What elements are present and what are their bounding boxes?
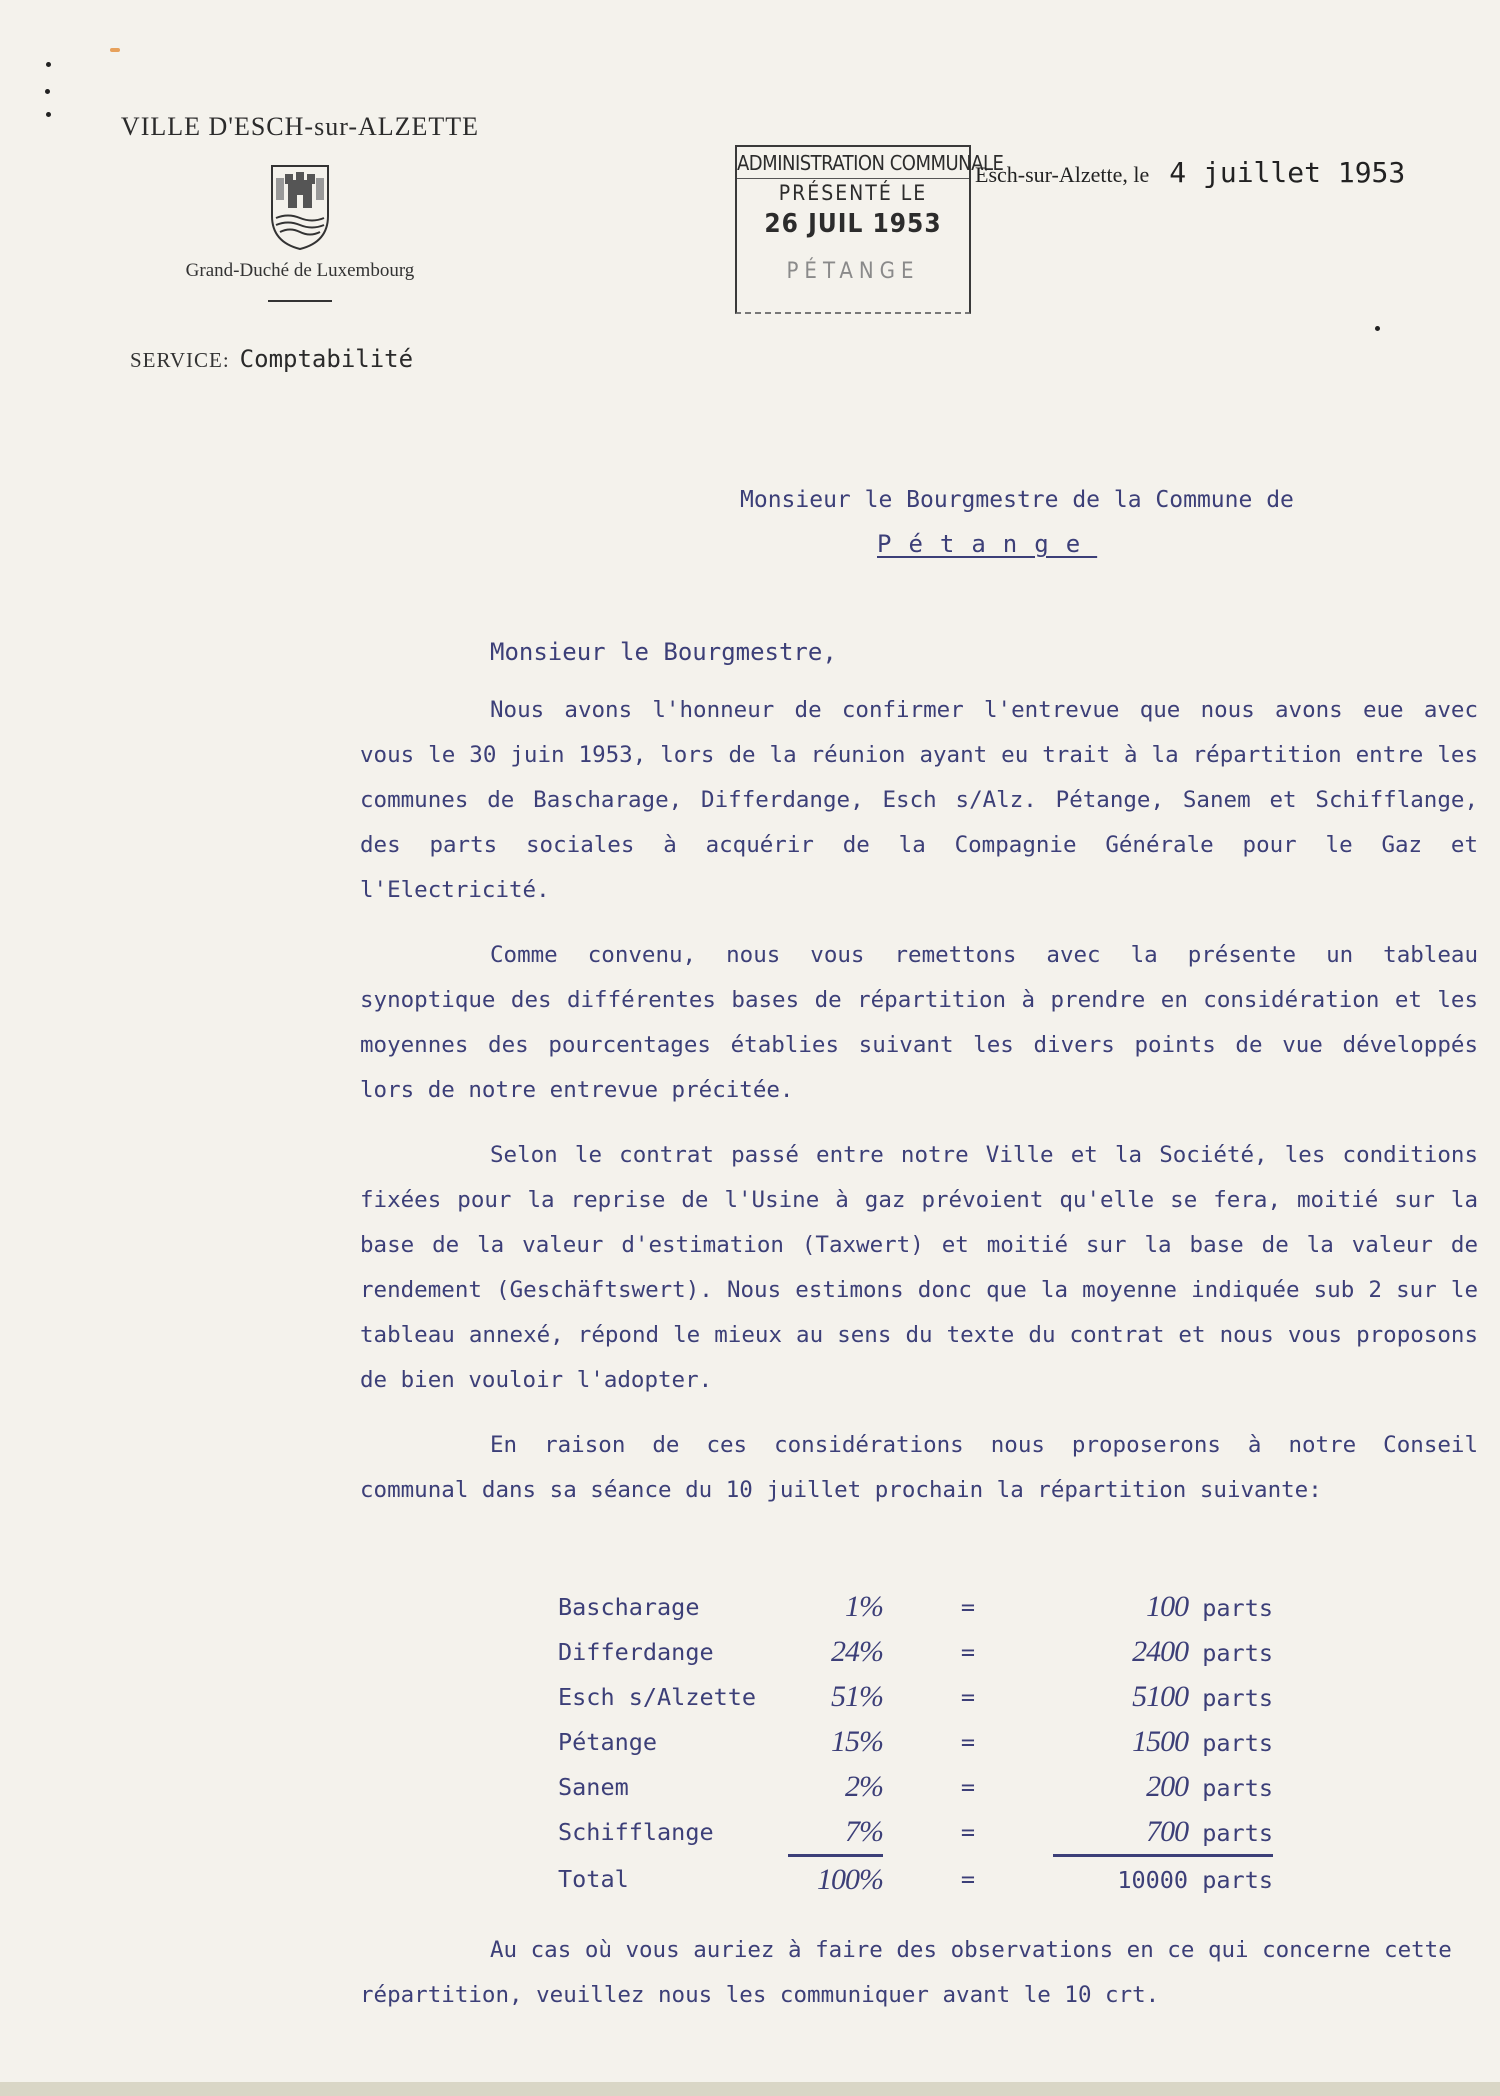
commune-name: Differdange — [558, 1637, 714, 1666]
commune-percent: 1% — [845, 1589, 883, 1623]
commune-name: Esch s/Alzette — [558, 1682, 757, 1711]
letterhead-country: Grand-Duché de Luxembourg — [185, 260, 415, 281]
equals-sign: = — [960, 1864, 976, 1893]
margin-dot — [46, 62, 51, 67]
equals-sign: = — [960, 1727, 976, 1756]
paragraph: Selon le contrat passé entre notre Ville et la Société, les conditions fixées pour la reprise de l'Usine à gaz prévoient qu'elle se fera, moitié sur la base de la valeur d'estimation (Taxwert) et moitié sur la base de la valeur de rendement (Geschäftswert). Nous estimons donc que la moyenne indiquée sub 2 sur le tableau annexé, répond le mieux au sens du texte du contrat et nous vous proposons de bien vouloir l'adopter. — [360, 1142, 1478, 1393]
table-row — [558, 1584, 1273, 1629]
table-row — [558, 1674, 1273, 1719]
service-line — [130, 345, 413, 373]
letterhead-city: VILLE D'ESCH-sur-ALZETTE — [120, 112, 480, 141]
date-line — [975, 156, 1405, 189]
commune-percent: 51% — [831, 1679, 883, 1713]
stamp-date: 26 JUIL 1953 — [764, 209, 942, 239]
commune-parts: 200 parts — [1146, 1769, 1273, 1803]
total-parts: 10000 parts — [1117, 1865, 1273, 1894]
ink-smudge — [110, 48, 120, 52]
commune-name: Pétange — [558, 1727, 658, 1756]
commune-parts: 1500 parts — [1132, 1724, 1273, 1758]
equals-sign: = — [960, 1637, 976, 1666]
paragraph: Au cas où vous auriez à faire des observations en ce qui concerne cette répartition, veuillez nous les communiquer avant le 10 crt. — [360, 1937, 1452, 2008]
commune-percent: 2% — [845, 1769, 883, 1803]
stamp-administration: ADMINISTRATION COMMUNALE — [737, 147, 969, 179]
margin-dot — [1375, 326, 1380, 331]
commune-name: Sanem — [558, 1772, 629, 1801]
closing-paragraph — [360, 1928, 1478, 2018]
service-label: SERVICE: — [130, 348, 230, 372]
received-stamp — [735, 145, 1004, 314]
letter-date: 4 juillet 1953 — [1169, 156, 1406, 189]
equals-sign: = — [960, 1682, 976, 1711]
equals-sign: = — [960, 1772, 976, 1801]
letterhead — [100, 112, 500, 302]
commune-parts: 5100 parts — [1132, 1679, 1273, 1713]
paragraph: En raison de ces considérations nous proposerons à notre Conseil communal dans sa séance du 10 juillet prochain la répartition suivante: — [360, 1432, 1478, 1503]
total-percent: 100% — [817, 1862, 883, 1896]
date-place: Esch-sur-Alzette, le — [975, 162, 1150, 187]
coat-of-arms-icon — [268, 162, 332, 252]
stamp-commune: PÉTANGE — [786, 259, 920, 284]
distribution-table — [558, 1584, 1273, 1902]
equals-sign: = — [960, 1592, 976, 1621]
total-label: Total — [558, 1864, 629, 1893]
margin-dot — [46, 112, 51, 117]
commune-percent: 7% — [788, 1809, 883, 1856]
page-edge — [0, 2082, 1500, 2096]
commune-name: Schifflange — [558, 1818, 714, 1847]
total-row — [558, 1856, 1273, 1903]
commune-parts: 2400 parts — [1132, 1634, 1273, 1668]
addressee-commune: Pétange — [877, 530, 1098, 558]
margin-dot — [45, 89, 50, 94]
table-row — [558, 1719, 1273, 1764]
paragraph: Nous avons l'honneur de confirmer l'entrevue que nous avons eue avec vous le 30 juin 1953, lors de la réunion ayant eu trait à la répartition entre les communes de Bascharage, Differdange, Esch s/Alz. Pétange, Sanem et Schifflange, des parts sociales à acquérir de la Compagnie Générale pour le Gaz et l'Electricité. — [360, 697, 1478, 903]
stamp-presented: PRÉSENTÉ LE — [778, 181, 928, 205]
letterhead-divider — [268, 300, 332, 302]
service-value: Comptabilité — [239, 345, 414, 373]
table-row — [558, 1809, 1273, 1856]
addressee-line: Monsieur le Bourgmestre de la Commune de — [740, 487, 1294, 513]
commune-percent: 15% — [831, 1724, 883, 1758]
equals-sign: = — [960, 1818, 976, 1847]
table-row — [558, 1764, 1273, 1809]
paragraph: Comme convenu, nous vous remettons avec la présente un tableau synoptique des différentes bases de répartition à prendre en considération et les moyennes des pourcentages établies suivant les divers points de vue développés lors de notre entrevue précitée. — [360, 942, 1478, 1103]
letter-body — [360, 688, 1478, 1533]
commune-parts: 100 parts — [1146, 1589, 1273, 1623]
commune-percent: 24% — [831, 1634, 883, 1668]
commune-parts: 700 parts — [1053, 1809, 1273, 1856]
table-row — [558, 1629, 1273, 1674]
salutation: Monsieur le Bourgmestre, — [490, 638, 837, 666]
commune-name: Bascharage — [558, 1592, 700, 1621]
